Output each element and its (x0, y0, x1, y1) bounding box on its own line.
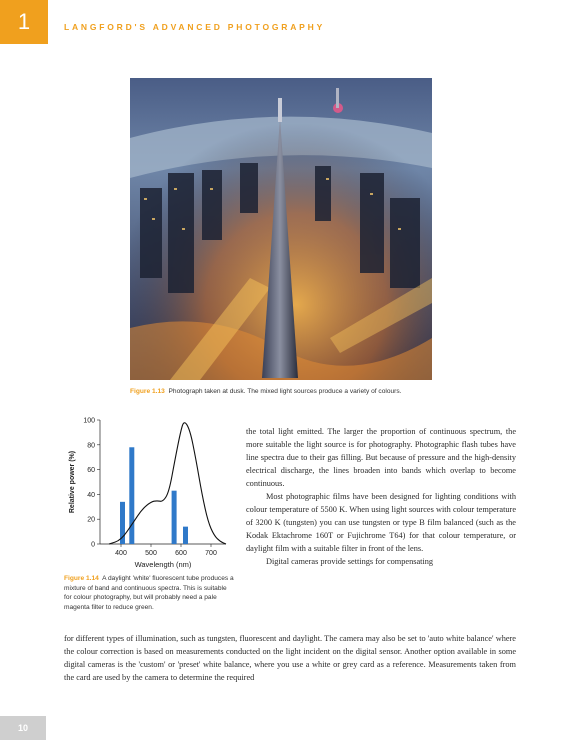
figure-1-13-caption (130, 387, 510, 397)
paragraph-digital-start: Digital cameras provide settings for compensating (266, 557, 434, 566)
y-tick-label: 20 (87, 516, 95, 524)
figure-1-14-caption (64, 574, 234, 612)
page-number: 10 (0, 716, 46, 740)
chapter-number-tab: 1 (0, 0, 48, 44)
y-tick-label: 0 (91, 541, 95, 549)
spectrum-chart-svg (64, 414, 234, 574)
x-axis-label: Wavelength (nm) (134, 560, 192, 569)
city-dusk-image (130, 78, 432, 380)
spectral-line-bar (172, 491, 177, 544)
running-title: LANGFORD'S ADVANCED PHOTOGRAPHY (64, 22, 326, 32)
y-tick-label: 80 (87, 442, 95, 450)
figure-1-13-photograph (130, 78, 432, 380)
figure-1-14-spectrum-chart (64, 414, 234, 574)
right-column-text (246, 425, 516, 568)
y-tick-label: 60 (87, 467, 95, 475)
figure-1-14-label: Figure 1.14 (64, 575, 99, 582)
y-tick-label: 100 (83, 417, 95, 425)
x-tick-label: 500 (145, 550, 157, 557)
x-tick-label: 600 (175, 550, 187, 557)
paragraph-spectrum: the total light emitted. The larger the proportion of continuous spectrum, the more suitable the light source is for photography. Photographic flash tubes have line spectra due to their gas filling. But because of pressure and the high-density electrical discharge, the lines broaden into bands which overlap to become continuous. (246, 427, 516, 488)
figure-1-13-label: Figure 1.13 (130, 388, 165, 395)
paragraph-digital-continued: for different types of illumination, such as tungsten, fluorescent and daylight. The camera may also be set to 'auto white balance' where the colour correction is based on measurements conducted on the light incident on the digital sensor. Another option available in some digital cameras is the 'custom' or 'preset' white balance, where you use a white or grey card as a reference. Measurements taken from the card are used by the camera to determine the required (64, 634, 516, 682)
full-width-text (64, 632, 516, 684)
x-tick-label: 400 (115, 550, 127, 557)
spectral-line-bar (183, 527, 188, 544)
spectral-line-bar (129, 447, 134, 544)
figure-1-13-text: Photograph taken at dusk. The mixed light sources produce a variety of colours. (168, 388, 402, 395)
x-tick-label: 700 (205, 550, 217, 557)
continuous-spectrum-curve (109, 423, 226, 544)
y-tick-label: 40 (87, 491, 95, 499)
paragraph-films: Most photographic films have been designed for lighting conditions with colour temperature of 5500 K. When using light sources with colour temperature of 3200 K (tungsten) you can use tungsten or type B film balanced (such as the Kodak Ektachrome 160T or Fujichrome T64) for that colour temperature, or daylight film with a suitable filter in front of the lens. (246, 492, 516, 553)
y-axis-label: Relative power (%) (69, 450, 76, 514)
figure-1-14-text: A daylight 'white' fluorescent tube produces a mixture of band and continuous spectra. This is suitable for colour photography, but will probably need a pale magenta filter to reduce green. (64, 575, 234, 611)
